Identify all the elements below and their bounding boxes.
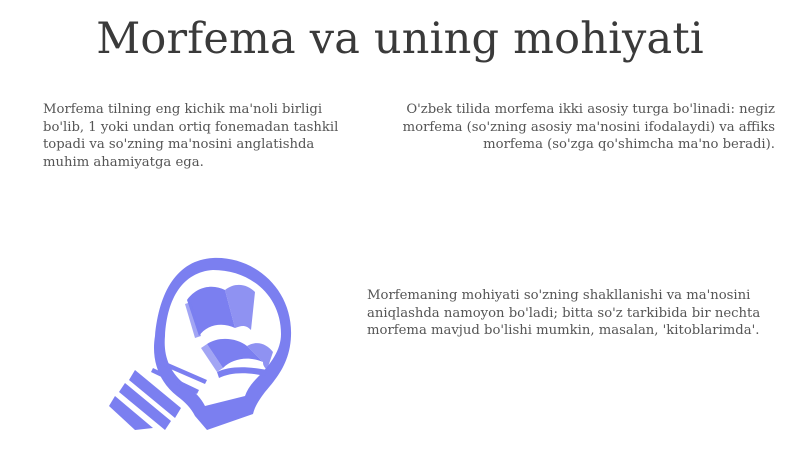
paragraph-types: O'zbek tilida morfema ikki asosiy turga bo'linadi: negiz morfema (so'zning asosiy ma'nosini ifodalaydi) va affiks morfema (so'zga qo'shimcha ma'no beradi).	[402, 102, 775, 152]
paragraph-essence: Morfemaning mohiyati so'zning shakllanishi va ma'nosini aniqlashda namoyon bo'ladi; bitta so'z tarkibida bir nechta morfema mavjud bo'lishi mumkin, masalan, 'kitoblarimda'.	[367, 288, 761, 338]
slide-title: Morfema va uning mohiyati	[96, 14, 704, 64]
lightbulb-with-books-icon	[95, 240, 315, 430]
paragraph-definition: Morfema tilning eng kichik ma'noli birligi bo'lib, 1 yoki undan ortiq fonemadan tashkil topadi va so'zning ma'nosini anglatishda muhim ahamiyatga ega.	[43, 102, 339, 170]
